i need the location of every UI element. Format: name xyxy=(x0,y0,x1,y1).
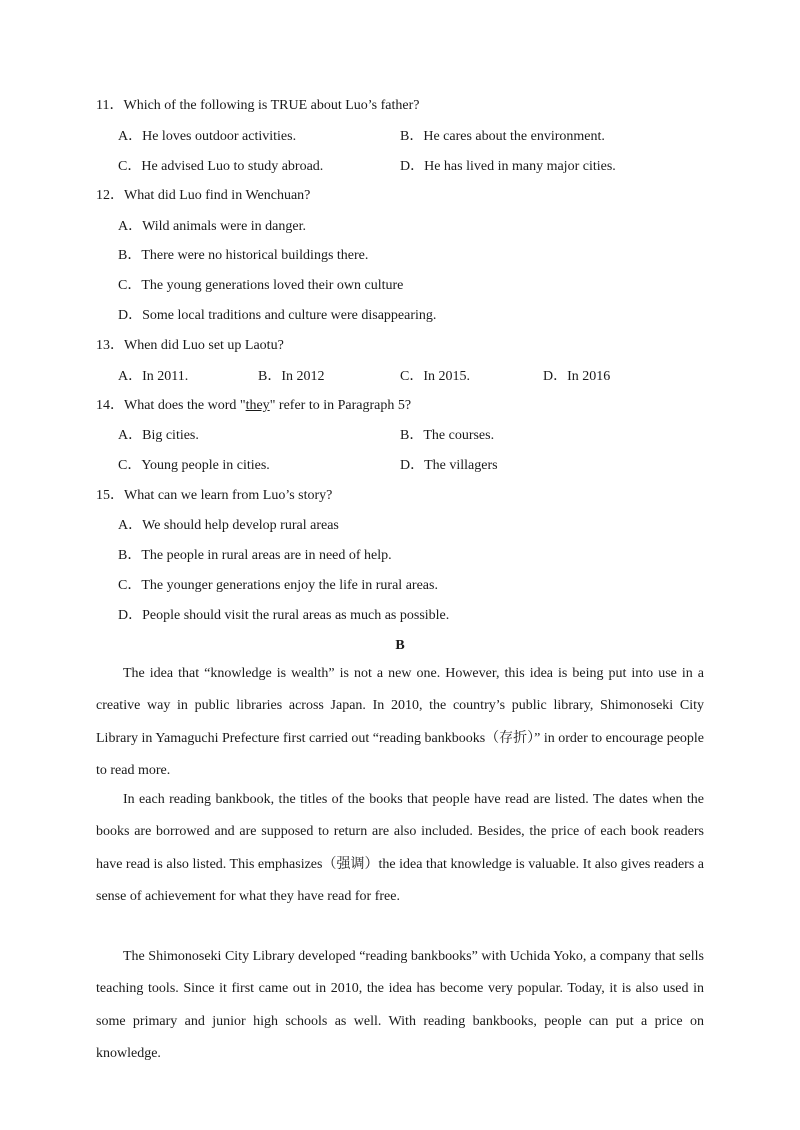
passage-paragraph-2: In each reading bankbook, the titles of the books that people have read are listed. The dates when the books are borrowed and are supposed to return are also included. Besides, the price of each book readers have read is also listed. This emphasizes（强调）the idea that knowledge is valuable. It also gives readers a sense of achievement for what they have read for free. xyxy=(96,792,704,904)
question-14-stem xyxy=(96,397,411,415)
question-15-option-c: C．The younger generations enjoy the life in rural areas. xyxy=(118,578,438,593)
question-13-option-a: A．In 2011. xyxy=(118,369,189,384)
question-13-option-c: C．In 2015. xyxy=(400,369,470,384)
question-11-stem: 11．Which of the following is TRUE about Luo’s father? xyxy=(96,98,420,113)
question-11-option-d: D．He has lived in many major cities. xyxy=(400,159,616,174)
question-11-option-c: C．He advised Luo to study abroad. xyxy=(118,159,324,174)
question-12-option-c: C．The young generations loved their own culture xyxy=(118,278,404,293)
passage-paragraph-3: The Shimonoseki City Library developed “reading bankbooks” with Uchida Yoko, a company that sells teaching tools. Since it first came out in 2010, the idea has become very popular. Today, it is also used in some primary and junior high schools as well. With reading bankbooks, people can put a price on knowledge. xyxy=(96,949,704,1061)
question-15-stem: 15．What can we learn from Luo’s story? xyxy=(96,488,333,503)
question-14-option-a: A．Big cities. xyxy=(118,428,199,443)
question-14-stem-before: 14．What does the word " xyxy=(96,398,246,413)
question-11-option-b: B．He cares about the environment. xyxy=(400,129,605,144)
question-14-underlined-word: they xyxy=(245,398,270,413)
question-11-option-a: A．He loves outdoor activities. xyxy=(118,129,297,144)
question-15-option-b: B．The people in rural areas are in need of help. xyxy=(118,548,392,563)
passage-paragraph-1: The idea that “knowledge is wealth” is not a new one. However, this idea is being put into use in a creative way in public libraries across Japan. In 2010, the country’s public library, Shimonoseki City Library in Yamaguchi Prefecture first carried out “reading bankbooks（存折）” in order to encourage people to read more. xyxy=(96,666,705,778)
question-12-stem: 12．What did Luo find in Wenchuan? xyxy=(96,188,311,203)
section-heading: B xyxy=(395,638,405,653)
question-15-option-a: A．We should help develop rural areas xyxy=(118,518,339,533)
question-13-stem: 13．When did Luo set up Laotu? xyxy=(96,338,284,353)
question-13-option-b: B．In 2012 xyxy=(258,369,325,384)
question-12-option-b: B．There were no historical buildings there. xyxy=(118,248,369,263)
question-13-option-d: D．In 2016 xyxy=(543,369,611,384)
question-15-option-d: D．People should visit the rural areas as much as possible. xyxy=(118,608,450,623)
question-14-option-c: C．Young people in cities. xyxy=(118,458,270,473)
question-14-option-b: B．The courses. xyxy=(400,428,495,443)
question-14-stem-after: " refer to in Paragraph 5? xyxy=(269,398,412,413)
question-14-option-d: D．The villagers xyxy=(400,458,498,473)
question-12-option-a: A．Wild animals were in danger. xyxy=(118,219,306,234)
question-12-option-d: D．Some local traditions and culture were disappearing. xyxy=(118,308,437,323)
